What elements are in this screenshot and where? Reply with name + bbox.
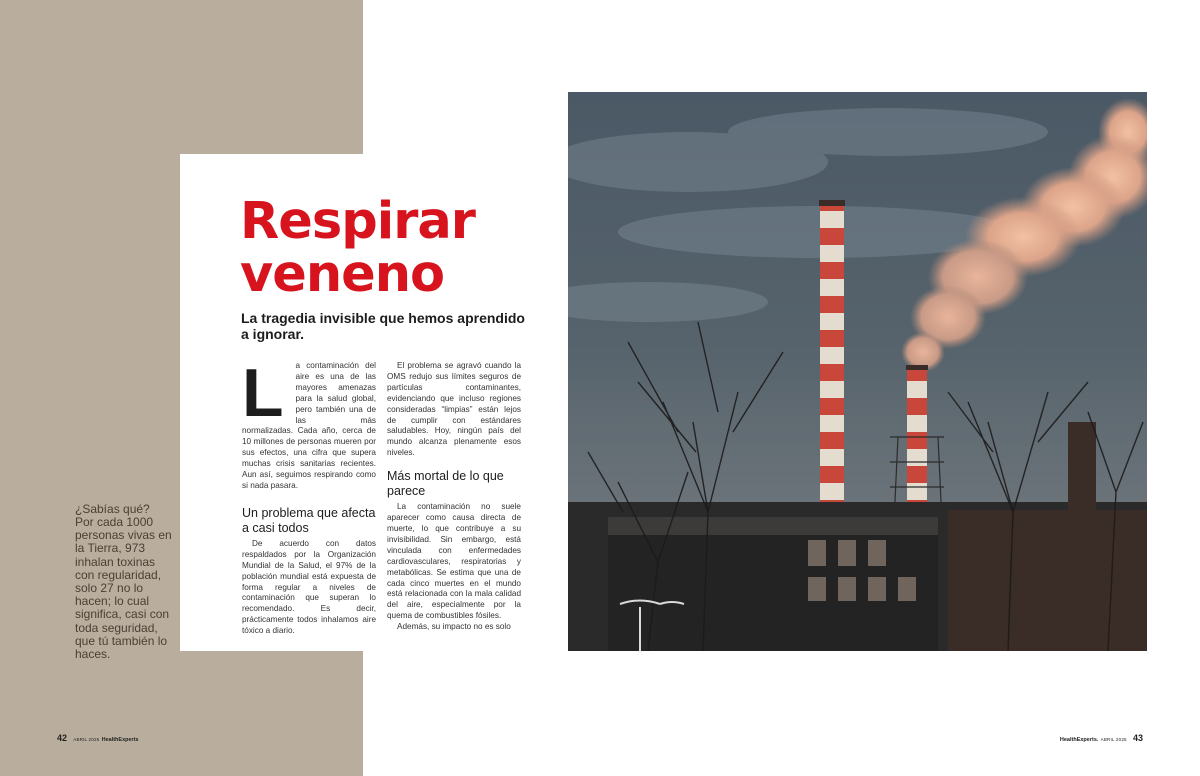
section-heading: Más mortal de lo que parece [387,469,504,499]
page-number-left: 42 [57,733,68,743]
body-paragraph: El problema se agravó cuando la OMS redujo sus límites seguros de partículas contaminantes, evidenciando que incluso regiones consideradas “limpias” están lejos de cumplir con estándares saludables. Hoy, ningún país del mundo alcanza plenamente esos niveles. [387,361,521,458]
issue-date-left: ABRIL 2025 [73,737,100,742]
body-paragraph: De acuerdo con datos respaldados por la Organización Mundial de la Salud, el 97% de la población mundial está expuesta de forma regular a niveles de contaminación que superan lo recomendado. Es decir, prácticamente todos inhalamos aire tóxico a diario. [242,538,376,636]
page-number-right: 43 [1132,733,1143,743]
factory-smokestacks-photo [568,92,1147,651]
body-column-2 [387,361,521,633]
drop-cap: L [242,355,284,431]
did-you-know-box [75,503,177,661]
brand-right: HealthExperts. [1059,737,1099,743]
footer-right [1060,733,1147,743]
did-you-know-title: ¿Sabías qué? [75,502,150,516]
article-title [240,192,475,304]
body-paragraph: La contaminación no suele aparecer como causa directa de muerte, lo que contribuye a su invisibilidad. Sin embargo, está vinculada con enfermedades cardiovasculares, respiratorias y metabólicas. Se estima que una de cada cinco muertes en el mundo está relacionada con la mala calidad del aire, especialmente por la quema de combustibles fósiles. [387,502,521,621]
body-paragraph: Además, su impacto no es solo [397,622,511,632]
issue-date-right: ABRIL 2025 [1100,737,1127,742]
brand-left: HealthExperts [101,737,139,743]
title-line-1: Respirar [240,192,475,251]
footer-left [53,733,139,743]
title-line-2: veneno [240,245,445,304]
section-heading: Un problema que afecta a casi todos [242,505,376,535]
body-paragraph: a contaminación del aire es una de las mayores amenazas para la salud global, pero también una de las más normalizadas. Cada año, cerca de 10 millones de personas mueren por sus efectos, una cifra que supera muchas crisis sanitarias recientes. Aun así, seguimos respirando como si nada pasara. [242,361,376,490]
article-subtitle: La tragedia invisible que hemos aprendido a ignorar. [241,310,525,342]
did-you-know-text: Por cada 1000 personas vivas en la Tierra, 973 inhalan toxinas con regularidad, solo 27 no lo hacen; lo cual significa, casi con toda seguridad, que tú también lo haces. [75,515,172,662]
body-column-1 [242,355,376,637]
